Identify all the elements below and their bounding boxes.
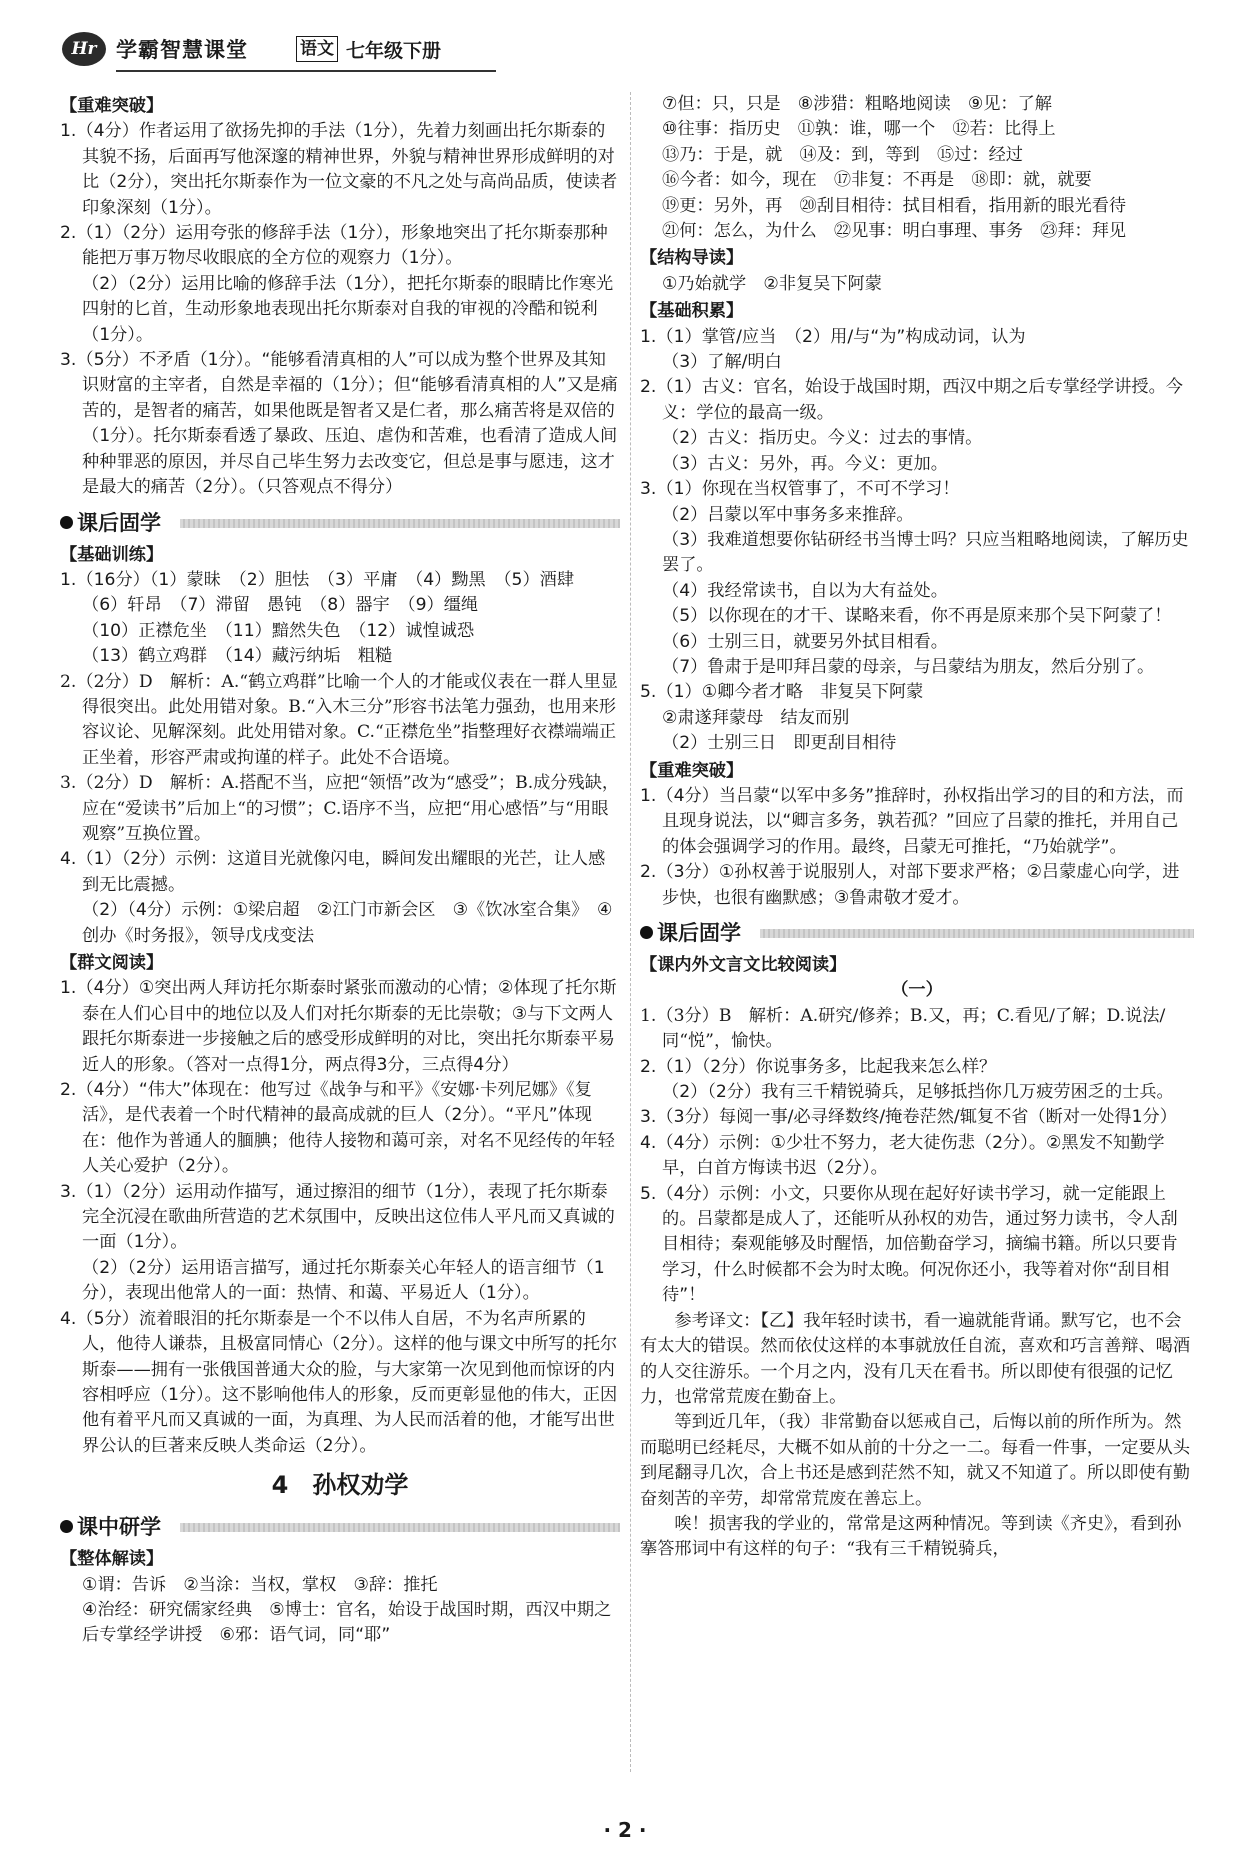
subsection-tag: 【整体解读】 [60, 1549, 164, 1570]
answer-line: 2.（4分）“伟大”体现在：他写过《战争与和平》《安娜·卡列尼娜》《复活》，是代表着一个时代精神的最高成就的巨人（2分）。“平凡”体现在：他作为普通人的腼腆；他待人接物和蔼可亲，对名不见经传的年轻人关心爱护（2分）。 [60, 1080, 615, 1177]
answer-line: （2）（2分）运用语言描写，通过托尔斯泰关心年轻人的语言细节（1分），表现出他常人的一面：热情、和蔼、平易近人（1分）。 [82, 1257, 605, 1304]
brand-logo-icon: Hr [62, 32, 106, 66]
bullet-icon [60, 1520, 73, 1533]
subsection-tag: 【结构导读】 [640, 248, 744, 269]
subsection-tag: 【重难突破】 [640, 760, 744, 781]
answer-line: （10）正襟危坐 （11）黯然失色 （12）诚惶诚恐 [82, 620, 475, 641]
answer-line: （5）以你现在的才干、谋略来看，你不再是原来那个吴下阿蒙了！ [662, 606, 1172, 627]
header-rule [116, 70, 496, 72]
page-header [62, 30, 662, 74]
chapter-title: 4 孙权劝学 [271, 1471, 409, 1500]
left-column [60, 92, 620, 1649]
answer-line: 1.（3分）B 解析：A.研究/修养；B.又，再；C.看见/了解；D.说法/同“悦”，愉快。 [640, 1005, 1166, 1052]
subsection-tag: 【基础积累】 [640, 301, 744, 322]
answer-line: ②肃遂拜蒙母 结友而别 [662, 707, 850, 728]
answer-line: 1.（1）掌管/应当 （2）用/与“为”构成动词，认为 [640, 326, 1026, 347]
translation-paragraph: 等到近几年，（我）非常勤奋以惩戒自己，后悔以前的所作所为。然而聪明已经耗尽，大概不如从前的十分之一二。每看一件事，一定要从头到尾翻寻几次，合上书还是感到茫然不知，就又不知道了。所以即使有勤奋刻苦的辛劳，却常常荒废在善忘上。 [640, 1412, 1191, 1509]
answer-line: 3.（3分）每阅一事/必寻绎数终/掩卷茫然/辄复不省（断对一处得1分） [640, 1107, 1177, 1128]
subsection-tag: 【重难突破】 [60, 96, 164, 116]
right-column [640, 92, 1194, 1563]
answer-line: 2.（1）（2分）运用夸张的修辞手法（1分），形象地突出了托尔斯泰那种能把万事万物尽收眼底的全方位的观察力（1分）。 [60, 223, 608, 269]
grade-label: 七年级下册 [346, 40, 442, 62]
answer-line: （2）（2分）运用比喻的修辞手法（1分），把托尔斯泰的眼睛比作寒光四射的匕首，生动形象地表现出托尔斯泰对自我的审视的冷酷和锐利（1分）。 [82, 273, 614, 345]
answer-line: 1.（4分）当吕蒙“以军中多务”推辞时，孙权指出学习的目的和方法，而且现身说法，以“卿言多务，孰若孤？”回应了吕蒙的推托，并用自己的体会强调学习的作用。最终，吕蒙无可推托，“乃始就学”。 [640, 785, 1184, 857]
translation-paragraph: 参考译文：【乙】我年轻时读书，看一遍就能背诵。默写它，也不会有太大的错误。然而依仗这样的本事就放任自流，喜欢和巧言善辩、喝酒的人交往游乐。一个月之内，没有几天在看书。所以即使有很强的记忆力，也常常荒废在勤奋上。 [640, 1310, 1191, 1407]
answer-line: （2）士别三日 即更刮目相待 [662, 733, 897, 754]
answer-line: ①谓：告诉 ②当涂：当权，掌权 ③辞：推托 [82, 1574, 438, 1595]
answer-line: 3.（1）（2分）运用动作描写，通过擦泪的细节（1分），表现了托尔斯泰完全沉浸在歌曲所营造的艺术氛围中，反映出这位伟人平凡而又真诚的一面（1分）。 [60, 1181, 615, 1253]
answer-line: ⑲更：另外，再 ⑳刮目相待：拭目相看，指用新的眼光看待 [662, 195, 1127, 216]
bullet-icon [640, 926, 653, 939]
section-heading-text: 课后固学 [77, 510, 161, 535]
answer-line: （13）鹤立鸡群 （14）藏污纳垢 粗糙 [82, 646, 393, 667]
translation-paragraph: 唉！损害我的学业的，常常是这两种情况。等到读《齐史》，看到孙搴答邢词中有这样的句子：“我有三千精锐骑兵， [640, 1513, 1182, 1560]
answer-line: ④治经：研究儒家经典 ⑤博士：官名，始设于战国时期，西汉中期之后专掌经学讲授 ⑥邪：语气词，同“耶” [82, 1599, 612, 1646]
answer-line: （2）古义：指历史。今义：过去的事情。 [662, 428, 983, 449]
bullet-icon [60, 516, 73, 529]
answer-line: ⑬乃：于是，就 ⑭及：到，等到 ⑮过：经过 [662, 144, 1023, 165]
subsection-tag: 【基础训练】 [60, 544, 164, 565]
subsection-tag: 【群文阅读】 [60, 953, 164, 973]
answer-line: 1.（4分）①突出两人拜访托尔斯泰时紧张而激动的心情；②体现了托尔斯泰在人们心目中的地位以及人们对托尔斯泰的无比崇敬；③与下文两人跟托尔斯泰进一步接触之后的感受形成鲜明的对比，突出托尔斯泰平易近人的形象。（答对一点得1分，两点得3分，三点得4分） [60, 978, 617, 1075]
page-number: · 2 · [603, 1818, 647, 1842]
brand-title: 学霸智慧课堂 [116, 38, 248, 62]
answer-line: 3.（2分）D 解析：A.搭配不当，应把“领悟”改为“感受”；B.成分残缺，应在“爱读书”后加上“的习惯”；C.语序不当，应把“用心感悟”与“用眼观察”互换位置。 [60, 773, 620, 844]
answer-line: ㉑何：怎么，为什么 ㉒见事：明白事理、事务 ㉓拜：拜见 [662, 221, 1127, 242]
section-bar [180, 1523, 620, 1532]
answer-line: ⑩往事：指历史 ⑪孰：谁，哪一个 ⑫若：比得上 [662, 119, 1056, 140]
answer-line: 2.（1）古义：官名，始设于战国时期，西汉中期之后专掌经学讲授。今义：学位的最高一级。 [640, 377, 1183, 423]
section-bar [180, 519, 620, 528]
section-heading [640, 917, 1194, 949]
column-divider [630, 92, 631, 1772]
answer-line: 3.（5分）不矛盾（1分）。“能够看清真相的人”可以成为整个世界及其知识财富的主宰者，自然是幸福的（1分）；但“能够看清真相的人”又是痛苦的，是智者的痛苦，如果他既是智者又是仁者，那么痛苦将是双倍的（1分）。托尔斯泰看透了暴政、压迫、虐伪和苦难，也看清了造成人间种种罪恶的原因，并尽自己毕生努力去改变它，但总是事与愿违，这才是最大的痛苦（2分）。（只答观点不得分） [60, 350, 618, 498]
answer-line: 2.（3分）①孙权善于说服别人，对部下要求严格；②吕蒙虚心向学，进步快，也很有幽默感；③鲁肃敬才爱才。 [640, 862, 1180, 908]
answer-line: （2）（4分）示例：①梁启超 ②江门市新会区 ③《饮冰室合集》 ④创办《时务报》，领导戊戌变法 [82, 900, 613, 946]
answer-line: （6）士别三日，就要另外拭目相看。 [662, 631, 948, 652]
answer-line: （4）我经常读书，自以为大有益处。 [662, 580, 948, 601]
answer-line: （2）（2分）我有三千精锐骑兵，足够抵挡你几万疲劳困乏的士兵。 [662, 1082, 1174, 1103]
subsection-tag: 【课内外文言文比较阅读】 [640, 955, 847, 975]
passage-label: （一） [891, 980, 943, 1001]
section-heading-text: 课中研学 [77, 1515, 161, 1540]
answer-line: 4.（1）（2分）示例：这道目光就像闪电，瞬间发出耀眼的光芒，让人感到无比震撼。 [60, 849, 606, 895]
answer-line: 5.（4分）示例：小文，只要你从现在起好好读书学习，就一定能跟上的。吕蒙都是成人了，还能听从孙权的劝告，通过努力读书，令人刮目相待；秦观能够及时醒悟，加倍勤奋学习，摘编书籍。所以只要肯学习，什么时候都不会为时太晚。何况你还小，我等着对你“刮目相待”！ [640, 1183, 1178, 1306]
answer-line: 2.（2分）D 解析：A.“鹤立鸡群”比喻一个人的才能或仪表在一群人里显得很突出。此处用错对象。B.“入木三分”形容书法笔力强劲，也用来形容议论、见解深刻。此处用错对象。C.“正襟危坐”指整理好衣襟端端正正坐着，形容严肃或拘谨的样子。此处不合语境。 [60, 671, 618, 768]
answer-line: ⑯今者：如今，现在 ⑰非复：不再是 ⑱即：就，就要 [662, 170, 1092, 191]
answer-line: （2）吕蒙以军中事务多来推辞。 [662, 504, 914, 525]
section-heading [60, 507, 620, 539]
section-bar [760, 929, 1194, 938]
answer-line: 5.（1）①卿今者才略 非复吴下阿蒙 [640, 682, 924, 703]
answer-line: ①乃始就学 ②非复吴下阿蒙 [662, 273, 882, 294]
answer-line: （3）古义：另外，再。今义：更加。 [662, 453, 948, 474]
answer-line: （3）了解/明白 [662, 352, 782, 373]
subject-badge: 语文 [296, 36, 338, 62]
answer-line: 3.（1）你现在当权管事了，不可不学习！ [640, 479, 960, 500]
answer-line: 4.（4分）示例：①少壮不努力，老大徒伤悲（2分）。②黑发不知勤学早，白首方悔读书迟（2分）。 [640, 1132, 1165, 1179]
answer-line: 1.（16分）（1）蒙昧 （2）胆怯 （3）平庸 （4）黝黑 （5）酒肆 [60, 569, 575, 590]
answer-line: （6）轩昂 （7）滞留 愚钝 （8）器宇 （9）缰绳 [82, 595, 479, 616]
section-heading [60, 1511, 620, 1543]
section-heading-text: 课后固学 [657, 921, 741, 945]
answer-line: ⑦但：只，只是 ⑧涉猎：粗略地阅读 ⑨见：了解 [662, 94, 1052, 114]
answer-line: 4.（5分）流着眼泪的托尔斯泰是一个不以伟人自居，不为名声所累的人，他待人谦恭，且极富同情心（2分）。这样的他与课文中所写的托尔斯泰——拥有一张俄国普通大众的脸，与大家第一次见到他而惊讶的内容相呼应（1分）。这不影响他伟人的形象，反而更彰显他的伟大，正因他有着平凡而又真诚的一面，为真理、为人民而活着的他，才能写出世界公认的巨著来反映人类命运（2分）。 [60, 1308, 618, 1456]
answer-line: （3）我难道想要你钻研经书当博士吗？只应当粗略地阅读，了解历史罢了。 [662, 529, 1189, 576]
answer-line: （7）鲁肃于是叩拜吕蒙的母亲，与吕蒙结为朋友，然后分别了。 [662, 656, 1155, 677]
answer-line: 2.（1）（2分）你说事务多，比起我来怎么样？ [640, 1056, 997, 1077]
answer-line: 1.（4分）作者运用了欲扬先抑的手法（1分），先着力刻画出托尔斯泰的其貌不扬，后面再写他深邃的精神世界，外貌与精神世界形成鲜明的对比（2分），突出托尔斯泰作为一位文豪的不凡之处与高尚品质，使读者印象深刻（1分）。 [60, 121, 618, 218]
